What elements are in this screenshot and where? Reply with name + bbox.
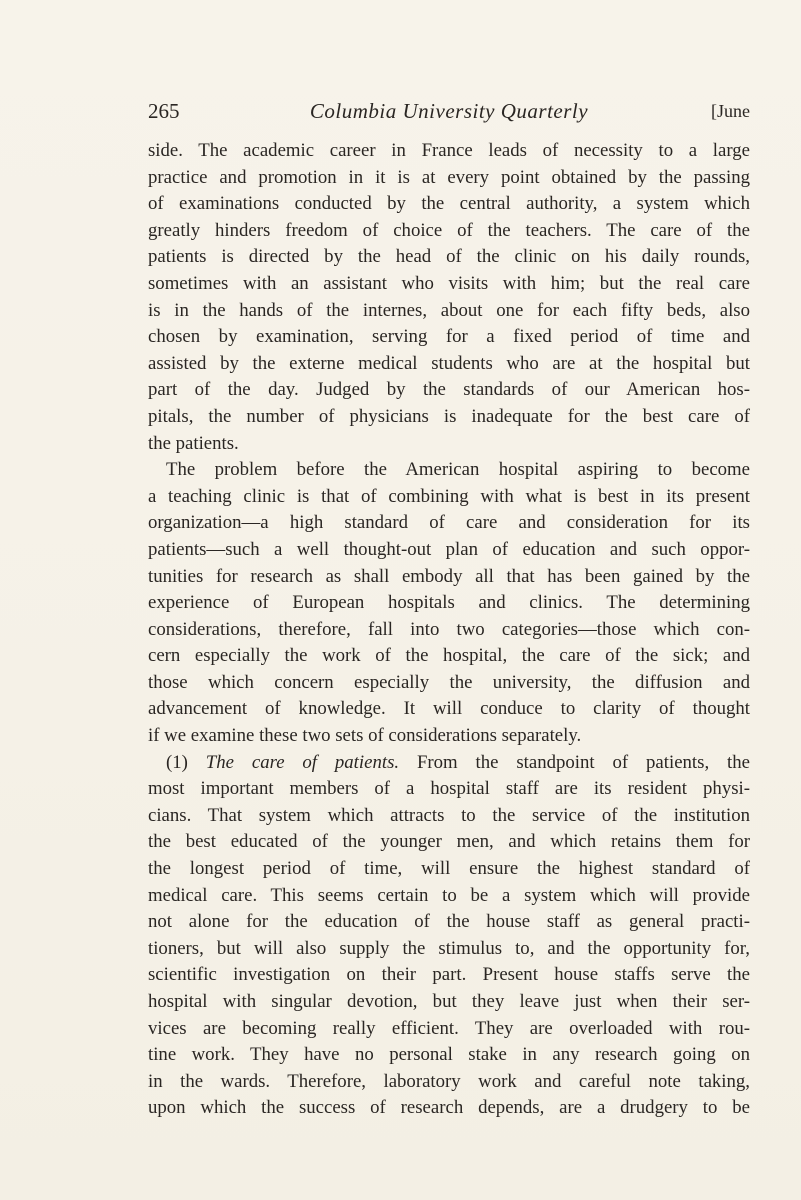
line-text: From the standpoint of patients, the [399,751,750,773]
text-line [148,962,750,989]
line-text: patients—such a well thought-out plan of education and such oppor- [148,538,750,560]
text-line [148,271,750,298]
running-date: [June [711,101,750,121]
text-line [148,564,750,591]
line-text: medical care. This seems certain to be a system which will provide [148,884,750,906]
text-line [148,643,750,670]
text-line [148,537,750,564]
line-text: the longest period of time, will ensure the highest standard of [148,858,750,880]
text-line [148,1069,750,1096]
text-line [148,829,750,856]
line-text: patients is directed by the head of the clinic on his daily rounds, [148,246,750,268]
text-line [148,431,750,458]
text-line [148,377,750,404]
line-text: greatly hinders freedom of choice of the teachers. The care of the [148,219,750,241]
line-text: organization—a high standard of care and consideration for its [148,512,750,534]
text-line [148,404,750,431]
text-line [148,989,750,1016]
page-number: 265 [148,99,180,123]
line-text: tine work. They have no personal stake in any research going on [148,1044,750,1066]
line-text: is in the hands of the internes, about one for each fifty beds, also [148,299,750,321]
text-line [148,324,750,351]
line-text: advancement of knowledge. It will conduce to clarity of thought [148,698,750,720]
line-text: considerations, therefore, fall into two categories—those which con- [148,618,750,640]
text-line [148,617,750,644]
line-text: hospital with singular devotion, but they leave just when their ser- [148,991,750,1012]
line-text: a teaching clinic is that of combining with what is best in its present [148,485,750,507]
text-line [148,244,750,271]
line-text: of examinations conducted by the central authority, a system which [148,193,750,215]
text-line [148,165,750,192]
line-text: part of the day. Judged by the standards of our American hos- [148,379,750,401]
line-text: if we examine these two sets of considerations separately. [148,725,582,747]
line-text: tioners, but will also supply the stimulus to, and the opportunity for, [148,937,750,959]
text-line [148,803,750,830]
text-line [148,590,750,617]
text-line [148,1042,750,1069]
line-text: the best educated of the younger men, and which retains them for [148,831,750,853]
line-text: in the wards. Therefore, laboratory work and careful note taking, [148,1070,750,1092]
line-text: upon which the success of research depends, are a drudgery to be [148,1097,750,1119]
line-text: The problem before the American hospital aspiring to become [166,459,750,481]
text-line [148,696,750,723]
line-text: the patients. [148,432,239,454]
line-text: not alone for the education of the house staff as general practi- [148,911,750,933]
text-line [148,218,750,245]
line-text: side. The academic career in France leads of necessity to a large [148,140,750,161]
text-line [148,484,750,511]
text-line [148,909,750,936]
text-line [148,1016,750,1043]
running-title: Columbia University Quarterly [309,99,589,123]
running-header [148,98,750,124]
line-text: cern especially the work of the hospital, the care of the sick; and [148,645,750,667]
line-text: cians. That system which attracts to the service of the institution [148,804,750,826]
text-line [148,138,750,165]
text-line [148,776,750,803]
text-line [148,298,750,325]
line-text: pitals, the number of physicians is inadequate for the best care of [148,405,750,427]
text-line [148,723,750,750]
line-text: vices are becoming really efficient. They are overloaded with rou- [148,1017,750,1039]
text-line [148,936,750,963]
text-line [148,1095,750,1122]
section-number: (1) [166,751,206,773]
line-text: chosen by examination, serving for a fixed period of time and [148,326,750,348]
text-line [148,457,750,484]
section-heading: The care of patients. [205,751,400,773]
body-text [148,138,750,1122]
line-text: those which concern especially the university, the diffusion and [148,671,750,693]
line-text: most important members of a hospital staff are its resident physi- [148,778,750,800]
text-line [148,750,750,777]
text-line [148,856,750,883]
line-text: tunities for research as shall embody all that has been gained by the [148,565,750,587]
line-text: practice and promotion in it is at every point obtained by the passing [148,166,750,188]
text-line [148,670,750,697]
text-line [148,191,750,218]
line-text: experience of European hospitals and clinics. The determining [148,592,750,614]
text-line [148,351,750,378]
line-text: sometimes with an assistant who visits with him; but the real care [148,272,750,294]
line-text: scientific investigation on their part. Present house staffs serve the [148,964,750,986]
line-text: assisted by the externe medical students who are at the hospital but [148,352,750,374]
text-line [148,883,750,910]
text-line [148,510,750,537]
